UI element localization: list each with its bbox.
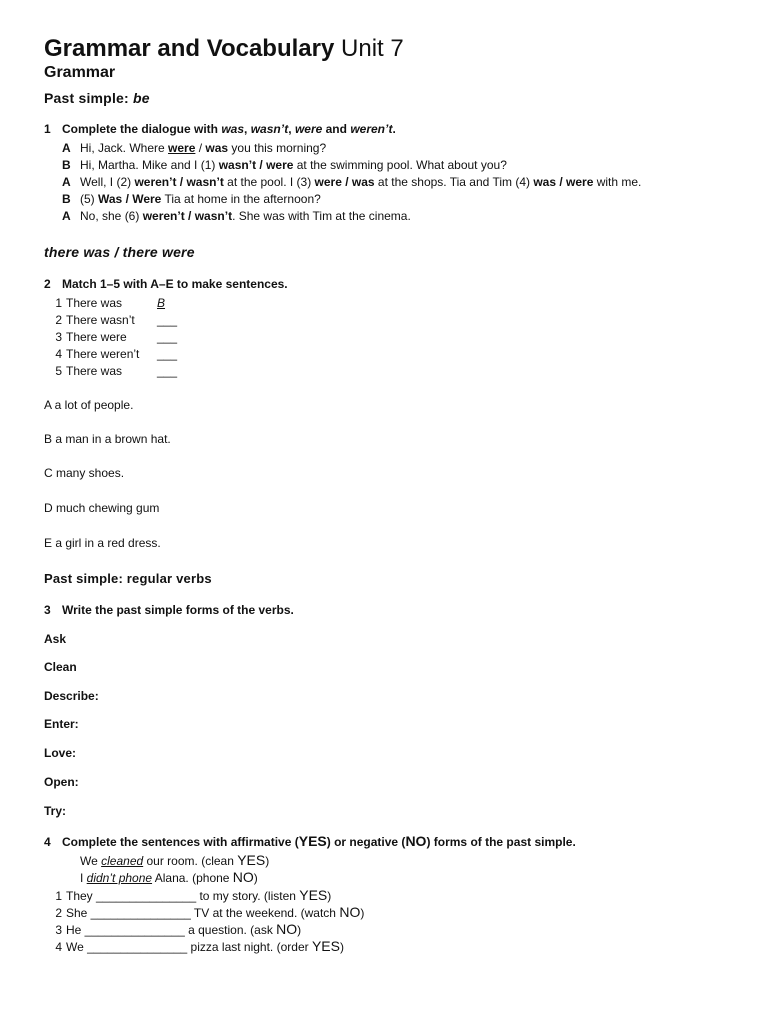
- dialogue-line: A No, she (6) weren’t / wasn’t. She was with Tim at the cinema.: [62, 209, 411, 223]
- verb-label: Love:: [44, 746, 77, 760]
- match-answer-blank[interactable]: ___: [157, 313, 178, 327]
- title-main: Grammar and Vocabulary: [44, 35, 335, 62]
- match-answer-blank[interactable]: ___: [157, 347, 178, 361]
- page-title: [44, 34, 404, 64]
- verb-label: Clean: [44, 660, 77, 674]
- match-option: E a girl in a red dress.: [44, 536, 161, 550]
- match-option: A a lot of people.: [44, 398, 134, 412]
- dialogue-line: A Hi, Jack. Where were / was you this morning?: [62, 141, 327, 155]
- verb-label: Try:: [44, 804, 67, 818]
- section-heading-past-simple-be: Past simple: be: [44, 90, 150, 106]
- verb-label: Describe:: [44, 689, 99, 703]
- match-option: C many shoes.: [44, 466, 125, 480]
- match-answer-blank[interactable]: ___: [157, 330, 178, 344]
- example-sentence: We cleaned our room. (clean YES): [80, 852, 270, 868]
- task-3-instruction: 3 Write the past simple forms of the verbs.: [44, 603, 294, 617]
- task-1-instruction: 1 Complete the dialogue with was, wasn’t, were and weren’t.: [44, 122, 396, 136]
- example-sentence: I didn’t phone Alana. (phone NO): [80, 869, 258, 885]
- exercise-sentence: 3 He _______________ a question. (ask NO): [55, 921, 302, 937]
- page-subtitle: Grammar: [44, 64, 116, 81]
- match-answer: B: [157, 296, 166, 310]
- task-2-instruction: 2 Match 1–5 with A–E to make sentences.: [44, 277, 288, 291]
- exercise-sentence: 1 They _______________ to my story. (listen YES): [55, 887, 332, 903]
- dialogue-line: A Well, I (2) weren’t / wasn’t at the pool. I (3) were / was at the shops. Tia and Tim (4) was / were with me.: [62, 175, 642, 189]
- verb-label: Open:: [44, 775, 79, 789]
- match-item: 5 There was ___: [55, 364, 178, 378]
- match-item: 1 There was B: [55, 296, 166, 310]
- match-option: D much chewing gum: [44, 501, 160, 515]
- match-option: B a man in a brown hat.: [44, 432, 171, 446]
- match-answer-blank[interactable]: ___: [157, 364, 178, 378]
- match-item: 3 There were ___: [55, 330, 178, 344]
- task-4-instruction: 4 Complete the sentences with affirmative (YES) or negative (NO) forms of the past simple.: [44, 833, 576, 849]
- exercise-sentence: 4 We _______________ pizza last night. (order YES): [55, 938, 344, 954]
- verb-label: Enter:: [44, 717, 79, 731]
- match-item: 2 There wasn’t ___: [55, 313, 178, 327]
- verb-label: Ask: [44, 632, 67, 646]
- title-unit: Unit 7: [334, 35, 404, 62]
- exercise-sentence: 2 She _______________ TV at the weekend. (watch NO): [55, 904, 365, 920]
- dialogue-line: B (5) Was / Were Tia at home in the afternoon?: [62, 192, 321, 206]
- match-item: 4 There weren’t ___: [55, 347, 178, 361]
- dialogue-line: B Hi, Martha. Mike and I (1) wasn’t / were at the swimming pool. What about you?: [62, 158, 507, 172]
- section-heading-regular-verbs: Past simple: regular verbs: [44, 571, 212, 586]
- example-answer: were: [168, 141, 196, 155]
- section-heading-there-was: there was / there were: [44, 244, 195, 260]
